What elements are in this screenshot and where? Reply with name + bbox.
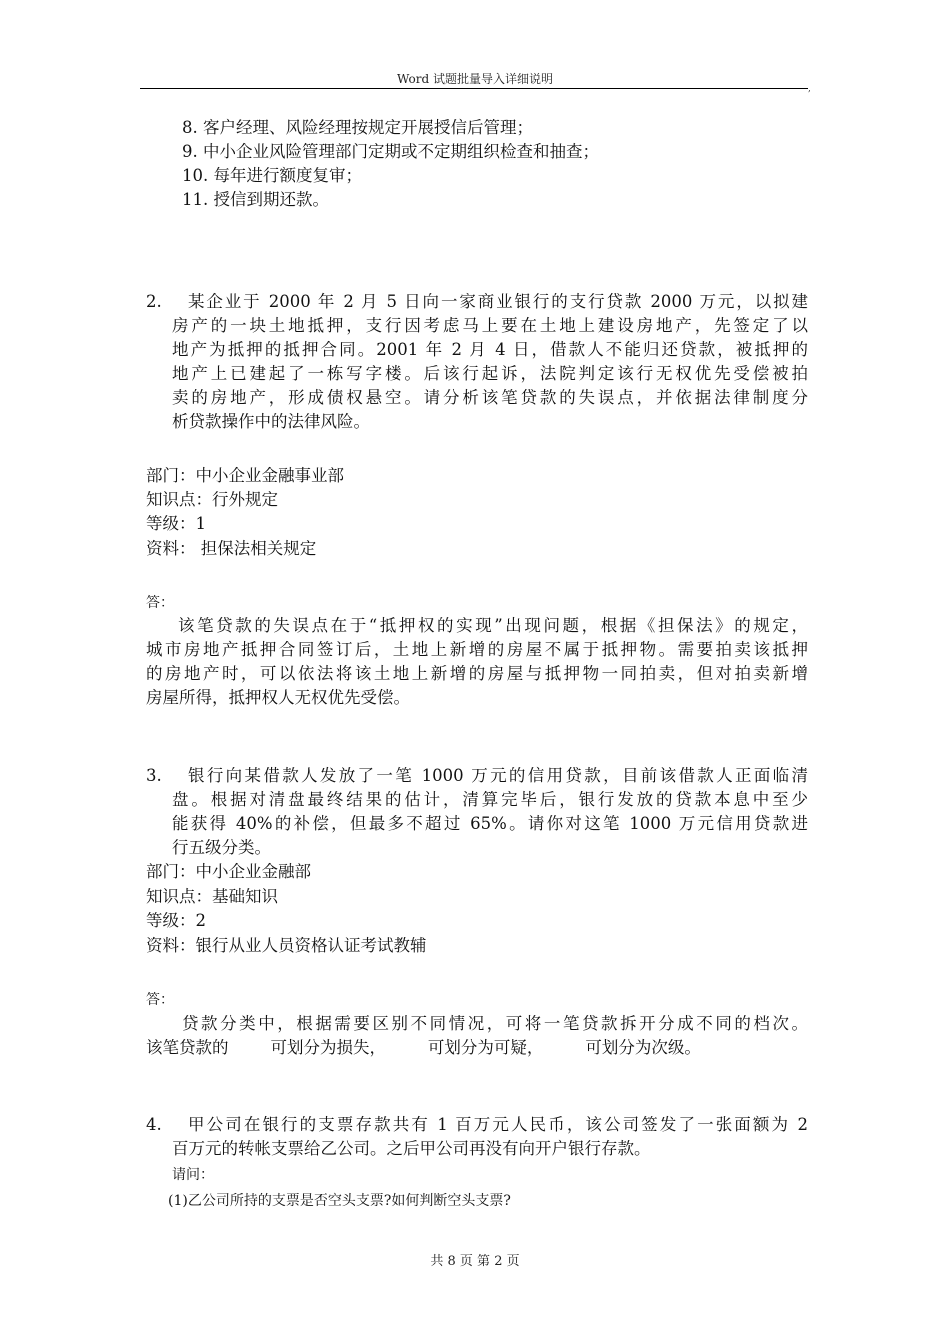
question-text-line: 地产为抵押的抵押合同。2001 年 2 月 4 日，借款人不能归还贷款，被抵押的 <box>172 340 808 359</box>
question-text-line: 盘。根据对清盘最终结果的估计，清算完毕后，银行发放的贷款本息中至少 <box>172 790 808 809</box>
answer-label: 答： <box>146 992 174 1008</box>
question-text-line: 房产的一块土地抵押，支行因考虑马上要在土地上建设房地产，先签定了以 <box>172 316 808 335</box>
material-field: 资料：银行从业人员资格认证考试教辅 <box>146 936 427 955</box>
question-text-line: 某企业于 2000 年 2 月 5 日向一家商业银行的支行贷款 2000 万元，以拟建 <box>188 292 808 311</box>
department-field: 部门：中小企业金融部 <box>146 862 311 881</box>
page-header: Word 试题批量导入详细说明 <box>397 72 553 86</box>
question-text-line: 行五级分类。 <box>172 838 271 857</box>
question-text-line: 百万元的转帐支票给乙公司。之后甲公司再没有向开户银行存款。 <box>172 1139 651 1158</box>
question-number: 2. <box>146 292 162 311</box>
header-rule <box>140 88 808 89</box>
question-text-line: 银行向某借款人发放了一笔 1000 万元的信用贷款，目前该借款人正面临清 <box>188 766 808 785</box>
question-text-line: 卖的房地产，形成债权悬空。请分析该笔贷款的失误点，并依据法律制度分 <box>172 388 808 407</box>
department-field: 部门：中小企业金融事业部 <box>146 466 344 485</box>
step-item: 8. 客户经理、风险经理按规定开展授信后管理； <box>182 118 533 137</box>
step-item: 11. 授信到期还款。 <box>182 190 329 209</box>
answer-line: 贷款分类中，根据需要区别不同情况，可将一笔贷款拆开分成不同的档次。 <box>182 1014 808 1033</box>
question-text-line: 甲公司在银行的支票存款共有 1 百万元人民币，该公司签发了一张面额为 2 <box>188 1115 808 1134</box>
level-field: 等级：1 <box>146 514 206 533</box>
header-mark: , <box>808 84 811 94</box>
question-number: 4. <box>146 1115 162 1134</box>
answer-line: 的房地产时，可以依法将该土地上新增的房屋与抵押物一同拍卖，但对拍卖新增 <box>146 664 808 683</box>
question-text-line: 析贷款操作中的法律风险。 <box>172 412 370 431</box>
answer-line: 该笔贷款的 可划分为损失， 可划分为可疑， 可划分为次级。 <box>146 1038 701 1057</box>
step-item: 9. 中小企业风险管理部门定期或不定期组织检查和抽查； <box>182 142 599 161</box>
question-ask-label: 请问： <box>172 1167 214 1183</box>
question-text-line: 能获得 40%的补偿，但最多不超过 65%。请你对这笔 1000 万元信用贷款进 <box>172 814 808 833</box>
answer-line: 该笔贷款的失误点在于“抵押权的实现”出现问题，根据《担保法》的规定， <box>178 616 808 635</box>
answer-label: 答： <box>146 595 174 611</box>
material-field: 资料： 担保法相关规定 <box>146 539 317 558</box>
step-item: 10. 每年进行额度复审； <box>182 166 362 185</box>
sub-question: (1)乙公司所持的支票是否空头支票?如何判断空头支票? <box>168 1193 511 1209</box>
question-number: 3. <box>146 766 162 785</box>
question-text-line: 地产上已建起了一栋写字楼。后该行起诉，法院判定该行无权优先受偿被拍 <box>172 364 808 383</box>
knowledge-field: 知识点：基础知识 <box>146 887 278 906</box>
knowledge-field: 知识点：行外规定 <box>146 490 278 509</box>
level-field: 等级：2 <box>146 911 206 930</box>
answer-line: 城市房地产抵押合同签订后，土地上新增的房屋不属于抵押物。需要拍卖该抵押 <box>146 640 808 659</box>
page-footer: 共 8 页 第 2 页 <box>430 1254 520 1269</box>
answer-line: 房屋所得，抵押权人无权优先受偿。 <box>146 688 410 707</box>
